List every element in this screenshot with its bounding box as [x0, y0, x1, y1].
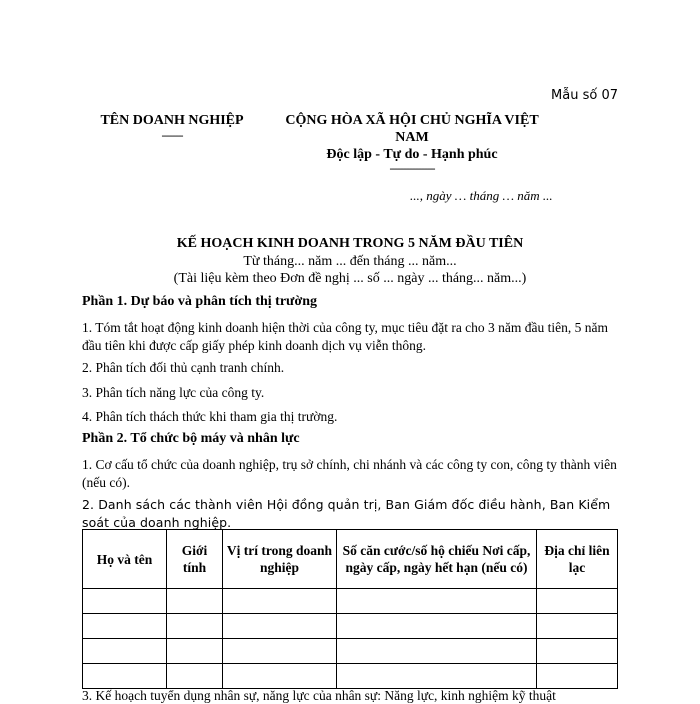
- organization-name: TÊN DOANH NGHIỆP: [100, 113, 244, 128]
- part2-item-1: 1. Cơ cấu tổ chức của doanh nghiệp, trụ sở chính, chi nhánh và các công ty con, công ty thành viên (nếu có).: [82, 457, 617, 490]
- table-cell: [83, 664, 167, 689]
- table-cell: [537, 589, 618, 614]
- table-row: [83, 614, 618, 639]
- organization-block: [92, 112, 252, 140]
- part2-item-2: 2. Danh sách các thành viên Hội đồng quản trị, Ban Giám đốc điều hành, Ban Kiểm soát của doanh nghiệp.: [82, 497, 611, 530]
- motto-block: [282, 147, 542, 173]
- table-cell: [83, 589, 167, 614]
- table-cell: [337, 664, 537, 689]
- column-header-address: Địa chỉ liên lạc: [537, 530, 618, 589]
- part2-heading: Phần 2. Tổ chức bộ máy và nhân lực: [82, 431, 300, 446]
- organization-separator: -------: [161, 128, 183, 142]
- column-header-id-document: Số căn cước/số hộ chiếu Nơi cấp, ngày cấp, ngày hết hạn (nếu có): [337, 530, 537, 589]
- part1-item-2: 2. Phân tích đối thủ cạnh tranh chính.: [82, 360, 285, 375]
- part2-item-3-partial: 3. Kế hoạch tuyển dụng nhân sự, năng lực của nhân sự: Năng lực, kinh nghiệm kỹ thuật: [82, 688, 556, 703]
- date-line: ..., ngày … tháng … năm ...: [410, 188, 553, 203]
- table-row: [83, 664, 618, 689]
- column-header-name: Họ và tên: [83, 530, 167, 589]
- table-cell: [83, 639, 167, 664]
- column-header-gender: Giới tính: [167, 530, 223, 589]
- table-cell: [337, 614, 537, 639]
- table-cell: [337, 639, 537, 664]
- motto: Độc lập - Tự do - Hạnh phúc: [326, 147, 498, 162]
- part1-item-4: 4. Phân tích thách thức khi tham gia thị trường.: [82, 409, 338, 424]
- part1-heading: Phần 1. Dự báo và phân tích thị trường: [82, 294, 317, 309]
- table-header-row: [83, 530, 618, 589]
- table-cell: [223, 639, 337, 664]
- form-number: Mẫu số 07: [551, 88, 618, 103]
- table-cell: [223, 614, 337, 639]
- table-cell: [167, 614, 223, 639]
- part1-item-1: 1. Tóm tắt hoạt động kinh doanh hiện thời của công ty, mục tiêu đặt ra cho 3 năm đầu tiên, 5 năm đầu tiên khi được cấp giấy phép kinh doanh dịch vụ viễn thông.: [82, 320, 609, 353]
- table-cell: [223, 589, 337, 614]
- table-cell: [337, 589, 537, 614]
- members-table: [82, 529, 618, 689]
- part1-item-3: 3. Phân tích năng lực của công ty.: [82, 385, 265, 400]
- motto-separator: ---------------: [389, 161, 435, 175]
- table-cell: [167, 664, 223, 689]
- table-cell: [167, 589, 223, 614]
- table-cell: [537, 664, 618, 689]
- table-cell: [537, 639, 618, 664]
- table-cell: [537, 614, 618, 639]
- attachment-line: (Tài liệu kèm theo Đơn đề nghị ... số ... ngày ... tháng... năm...): [173, 271, 527, 286]
- table-row: [83, 639, 618, 664]
- national-title: CỘNG HÒA XÃ HỘI CHỦ NGHĨA VIỆT NAM: [285, 113, 539, 145]
- table-cell: [83, 614, 167, 639]
- column-header-position: Vị trí trong doanh nghiệp: [223, 530, 337, 589]
- period-line: Từ tháng... năm ... đến tháng ... năm...: [243, 254, 457, 269]
- table-cell: [167, 639, 223, 664]
- table-cell: [223, 664, 337, 689]
- table-row: [83, 589, 618, 614]
- document-title: KẾ HOẠCH KINH DOANH TRONG 5 NĂM ĐẦU TIÊN: [176, 236, 524, 251]
